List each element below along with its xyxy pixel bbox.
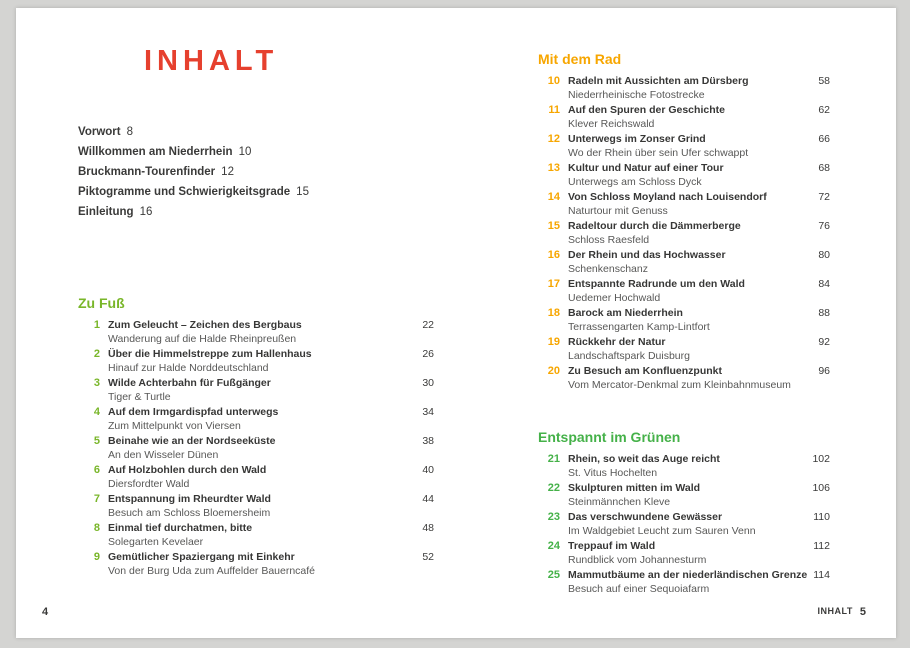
toc-entry	[538, 104, 830, 131]
entry-text	[568, 540, 830, 567]
entry-title: Gemütlicher Spaziergang mit Einkehr	[108, 551, 295, 563]
frontmatter-item	[78, 122, 434, 142]
entry-text	[108, 319, 434, 346]
entry-page-number: 40	[422, 464, 434, 476]
entry-text	[568, 75, 830, 102]
folio-left-page-number: 4	[42, 606, 49, 618]
entry-subtitle: Von der Burg Uda zum Auffelder Bauerncafé	[108, 564, 316, 577]
entry-page-number: 62	[818, 104, 830, 116]
entry-subtitle: Landschaftspark Duisburg	[568, 349, 690, 362]
entry-text	[568, 162, 830, 189]
entry-text	[568, 307, 830, 334]
tour-number: 10	[547, 75, 560, 87]
entry-title: Von Schloss Moyland nach Louisendorf	[568, 191, 767, 203]
toc-entry	[78, 377, 434, 404]
frontmatter-page-number: 10	[238, 146, 252, 158]
tour-number: 17	[547, 278, 560, 290]
entry-text	[108, 493, 434, 520]
tour-number: 25	[547, 569, 560, 581]
entry-subtitle: Diersfordter Wald	[108, 477, 190, 490]
toc-entry	[538, 307, 830, 334]
toc-entry	[538, 191, 830, 218]
entry-title: Unterwegs im Zonser Grind	[568, 133, 706, 145]
entry-text	[108, 551, 434, 578]
entry-text	[568, 569, 837, 596]
tour-number: 21	[547, 453, 560, 465]
entry-text	[568, 278, 830, 305]
entry-page-number: 112	[813, 540, 830, 552]
frontmatter-label: Einleitung	[78, 206, 134, 218]
entry-subtitle: Zum Mittelpunkt von Viersen	[108, 419, 241, 432]
entry-subtitle: An den Wisseler Dünen	[108, 448, 219, 461]
entry-subtitle: Schenkenschanz	[568, 262, 648, 275]
folio-right-page-number: 5	[859, 606, 866, 618]
frontmatter-list	[78, 122, 434, 222]
entry-subtitle: Wo der Rhein über sein Ufer schwappt	[568, 146, 749, 159]
frontmatter-page-number: 16	[139, 206, 153, 218]
entry-title: Auf den Spuren der Geschichte	[568, 104, 725, 116]
entry-text	[568, 453, 830, 480]
entry-page-number: 66	[818, 133, 830, 145]
frontmatter-label: Willkommen am Niederrhein	[78, 146, 233, 158]
tour-number: 5	[93, 435, 100, 447]
frontmatter-item	[78, 182, 434, 202]
section-heading: Mit dem Rad	[538, 51, 622, 67]
entry-title: Mammutbäume an der niederländischen Grenze	[568, 569, 808, 581]
entry-title: Radeltour durch die Dämmerberge	[568, 220, 741, 232]
tour-number: 3	[93, 377, 100, 389]
entry-subtitle: Uedemer Hochwald	[568, 291, 661, 304]
toc-entry	[538, 569, 830, 596]
toc-entry	[78, 319, 434, 346]
entry-text	[108, 435, 434, 462]
folio-right-label: INHALT	[817, 606, 853, 616]
toc-entry	[78, 522, 434, 549]
entry-subtitle: Unterwegs am Schloss Dyck	[568, 175, 702, 188]
tour-number: 7	[93, 493, 100, 505]
entry-text	[568, 220, 830, 247]
entry-subtitle: Tiger & Turtle	[108, 390, 171, 403]
tour-number: 13	[547, 162, 560, 174]
tour-number: 16	[547, 249, 560, 261]
entry-page-number: 92	[818, 336, 830, 348]
tour-number: 9	[93, 551, 100, 563]
entry-title: Entspannte Radrunde um den Wald	[568, 278, 745, 290]
entry-subtitle: Steinmännchen Kleve	[568, 495, 671, 508]
entry-page-number: 102	[812, 453, 830, 465]
entry-title: Treppauf im Wald	[568, 540, 656, 552]
toc-entry	[538, 365, 830, 392]
entry-subtitle: Klever Reichswald	[568, 117, 655, 130]
entry-text	[568, 104, 830, 131]
entry-subtitle: Besuch auf einer Sequoiafarm	[568, 582, 710, 595]
entry-title: Über die Himmelstreppe zum Hallenhaus	[108, 348, 312, 360]
entry-page-number: 30	[422, 377, 434, 389]
entry-title: Das verschwundene Gewässer	[568, 511, 723, 523]
section-heading: Zu Fuß	[78, 295, 125, 311]
entry-page-number: 106	[812, 482, 830, 494]
entry-text	[568, 249, 830, 276]
entry-title: Rhein, so weit das Auge reicht	[568, 453, 720, 465]
entry-title: Barock am Niederrhein	[568, 307, 683, 319]
frontmatter-page-number: 8	[126, 126, 133, 138]
entry-subtitle: Niederrheinische Fotostrecke	[568, 88, 705, 101]
tour-number: 12	[547, 133, 560, 145]
section-entspannt-im-gruenen	[538, 428, 830, 596]
left-column	[78, 44, 434, 580]
entry-page-number: 22	[422, 319, 434, 331]
frontmatter-item	[78, 162, 434, 182]
tour-number: 14	[547, 191, 560, 203]
tour-number: 18	[547, 307, 560, 319]
entry-title: Wilde Achterbahn für Fußgänger	[108, 377, 271, 389]
entry-page-number: 96	[818, 365, 830, 377]
toc-entry	[538, 75, 830, 102]
section-mit-dem-rad	[538, 50, 830, 392]
entry-text	[108, 522, 434, 549]
tour-number: 22	[547, 482, 560, 494]
entry-page-number: 88	[818, 307, 830, 319]
toc-entry	[538, 249, 830, 276]
entry-subtitle: St. Vitus Hochelten	[568, 466, 658, 479]
toc-entry	[538, 511, 830, 538]
entry-title: Rückkehr der Natur	[568, 336, 666, 348]
section-heading: Entspannt im Grünen	[538, 429, 681, 445]
entry-page-number: 52	[422, 551, 434, 563]
entry-page-number: 68	[818, 162, 830, 174]
entry-text	[568, 511, 830, 538]
tour-number: 20	[547, 365, 560, 377]
frontmatter-page-number: 12	[221, 166, 234, 178]
contents-page	[16, 8, 896, 638]
frontmatter-item	[78, 142, 434, 162]
toc-entry	[538, 336, 830, 363]
entry-title: Auf Holzbohlen durch den Wald	[108, 464, 267, 476]
toc-entry	[538, 220, 830, 247]
tour-number: 23	[547, 511, 560, 523]
entry-title: Einmal tief durchatmen, bitte	[108, 522, 253, 534]
entry-page-number: 72	[818, 191, 830, 203]
toc-entry	[538, 453, 830, 480]
tour-number: 19	[547, 336, 560, 348]
entry-list	[538, 75, 830, 392]
frontmatter-label: Bruckmann-Tourenfinder	[78, 166, 216, 178]
toc-entry	[538, 482, 830, 509]
entry-title: Radeln mit Aussichten am Dürsberg	[568, 75, 749, 87]
tour-number: 24	[547, 540, 560, 552]
entry-text	[108, 464, 434, 491]
entry-text	[568, 365, 830, 392]
toc-entry	[78, 493, 434, 520]
toc-entry	[78, 551, 434, 578]
tour-number: 8	[93, 522, 100, 534]
entry-page-number: 110	[813, 511, 830, 523]
toc-entry	[78, 406, 434, 433]
entry-subtitle: Wanderung auf die Halde Rheinpreußen	[108, 332, 297, 345]
entry-title: Zu Besuch am Konfluenzpunkt	[568, 365, 723, 377]
entry-title: Auf dem Irmgardispfad unterwegs	[108, 406, 279, 418]
entry-text	[568, 482, 830, 509]
entry-list	[538, 453, 830, 596]
entry-page-number: 26	[422, 348, 434, 360]
entry-page-number: 58	[818, 75, 830, 87]
tour-number: 6	[93, 464, 100, 476]
entry-page-number: 84	[818, 278, 830, 290]
entry-page-number: 44	[422, 493, 434, 505]
folio-right	[818, 606, 866, 618]
frontmatter-page-number: 15	[296, 186, 309, 198]
page-title: INHALT	[144, 45, 279, 77]
entry-title: Entspannung im Rheurdter Wald	[108, 493, 271, 505]
entry-page-number: 34	[422, 406, 434, 418]
toc-entry	[78, 464, 434, 491]
toc-entry	[538, 162, 830, 189]
entry-subtitle: Schloss Raesfeld	[568, 233, 650, 246]
entry-text	[568, 133, 830, 160]
entry-page-number: 38	[422, 435, 434, 447]
frontmatter-item	[78, 202, 434, 222]
entry-text	[568, 336, 830, 363]
entry-title: Beinahe wie an der Nordseeküste	[108, 435, 276, 447]
entry-title: Skulpturen mitten im Wald	[568, 482, 701, 494]
entry-subtitle: Besuch am Schloss Bloemersheim	[108, 506, 271, 519]
toc-entry	[78, 435, 434, 462]
section-zu-fuss	[78, 294, 434, 578]
toc-entry	[78, 348, 434, 375]
tour-number: 4	[93, 406, 100, 418]
entry-subtitle: Terrassengarten Kamp-Lintfort	[568, 320, 710, 333]
entry-text	[108, 348, 434, 375]
tour-number: 11	[548, 104, 560, 116]
tour-number: 2	[93, 348, 100, 360]
tour-number: 1	[93, 319, 100, 331]
entry-title: Kultur und Natur auf einer Tour	[568, 162, 724, 174]
entry-page-number: 114	[813, 569, 830, 581]
entry-page-number: 80	[818, 249, 830, 261]
toc-entry	[538, 278, 830, 305]
toc-entry	[538, 540, 830, 567]
entry-text	[108, 377, 434, 404]
tour-number: 15	[547, 220, 560, 232]
entry-subtitle: Rundblick vom Johannesturm	[568, 553, 707, 566]
entry-list	[78, 319, 434, 578]
entry-page-number: 48	[422, 522, 434, 534]
entry-text	[108, 406, 434, 433]
entry-title: Der Rhein und das Hochwasser	[568, 249, 726, 261]
right-column	[538, 50, 830, 598]
entry-title: Zum Geleucht – Zeichen des Bergbaus	[108, 319, 302, 331]
frontmatter-label: Vorwort	[78, 126, 121, 138]
frontmatter-label: Piktogramme und Schwierigkeitsgrade	[78, 186, 291, 198]
entry-subtitle: Solegarten Kevelaer	[108, 535, 204, 548]
entry-subtitle: Hinauf zur Halde Norddeutschland	[108, 361, 269, 374]
entry-text	[568, 191, 830, 218]
entry-subtitle: Vom Mercator-Denkmal zum Kleinbahnmuseum	[568, 378, 791, 391]
entry-page-number: 76	[818, 220, 830, 232]
entry-subtitle: Im Waldgebiet Leucht zum Sauren Venn	[568, 524, 756, 537]
toc-entry	[538, 133, 830, 160]
entry-subtitle: Naturtour mit Genuss	[568, 204, 668, 217]
